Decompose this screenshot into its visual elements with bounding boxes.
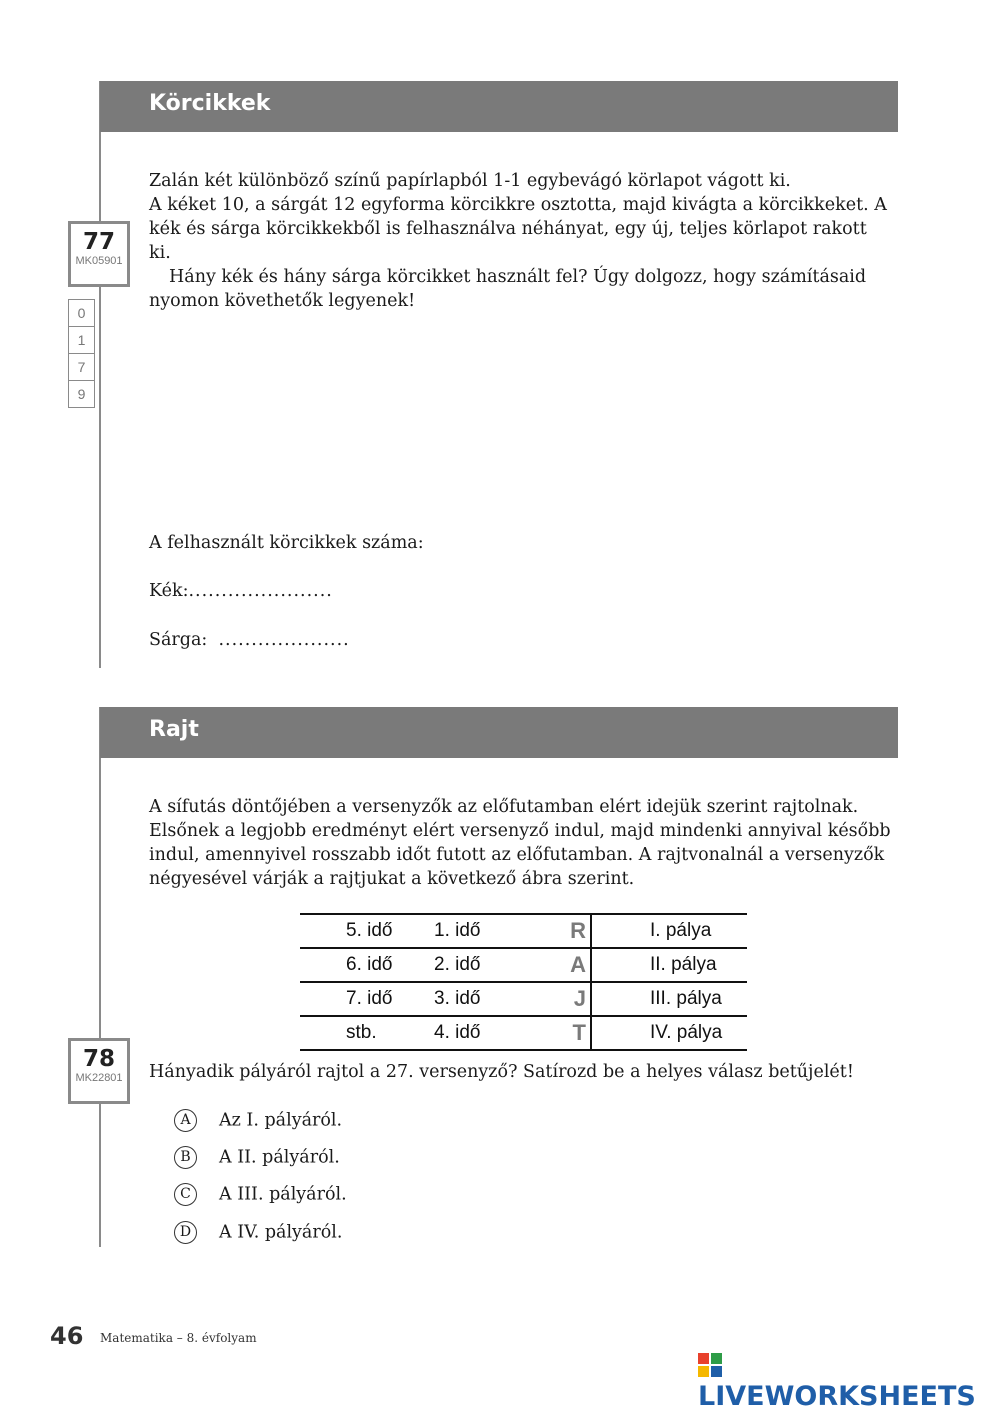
blue-answer-field[interactable]: ...................... — [188, 581, 333, 601]
option-text: A II. pályáról. — [219, 1147, 340, 1168]
section2-question: Hányadik pályáról rajtol a 27. versenyző? Satírozd be a helyes válasz betűjelét! — [149, 1062, 854, 1082]
brand-text: LIVEWORKSHEETS — [698, 1381, 976, 1412]
option-a[interactable] — [174, 1107, 342, 1133]
score-cell[interactable]: 9 — [77, 386, 86, 402]
task-number: 78 — [82, 1046, 115, 1072]
problem-line: Zalán két különböző színű papírlapból 1-1 egybevágó körlapot vágott ki. — [149, 171, 791, 191]
lane-label: IV. pálya — [591, 1016, 747, 1050]
start-letter: A — [544, 948, 591, 982]
option-b-circle[interactable]: B — [174, 1146, 197, 1169]
start-letter: J — [544, 982, 591, 1016]
option-c[interactable] — [174, 1181, 347, 1207]
problem-paragraph: A sífutás döntőjében a versenyzők az előfutamban elért idejük szerint rajtolnak. Elsőnek a legjobb eredményt elért versenyző indul, majd mindenki annyival később indul, amennyivel rosszabb időt futott az előfutamban. A rajtvonalnál a versenyzők négyesével várják a rajtjukat a következő ábra szerint. — [149, 797, 891, 889]
section1-title: Körcikkek — [149, 91, 271, 116]
score-box — [68, 299, 95, 408]
problem-question: Hány kék és hány sárga körcikket használt fel? Úgy dolgozz, hogy számításaid nyomon követhetők legyenek! — [149, 267, 867, 311]
start-letter: T — [544, 1016, 591, 1050]
section1-header — [100, 81, 898, 132]
table-row — [300, 948, 747, 982]
start-letter: R — [544, 914, 591, 948]
liveworksheets-logo-icon — [698, 1353, 722, 1377]
table-cell: 1. idő — [434, 914, 544, 948]
option-text: Az I. pályáról. — [219, 1110, 343, 1131]
start-grid-table — [300, 913, 747, 1051]
task-code: MK22801 — [75, 1072, 123, 1084]
blue-label: Kék: — [149, 581, 189, 601]
score-cell[interactable]: 1 — [69, 327, 94, 354]
task-77-box — [68, 221, 130, 287]
table-cell: stb. — [300, 1016, 434, 1050]
task-78-box — [68, 1038, 130, 1104]
lane-label: I. pálya — [591, 914, 747, 948]
table-row — [300, 1016, 747, 1050]
footer-subject: Matematika – 8. évfolyam — [100, 1331, 257, 1345]
table-row — [300, 982, 747, 1016]
score-cell[interactable]: 7 — [69, 354, 94, 381]
lane-label: II. pálya — [591, 948, 747, 982]
section2-problem-text — [149, 795, 894, 891]
option-c-circle[interactable]: C — [174, 1183, 197, 1206]
task-number: 77 — [82, 229, 115, 255]
table-cell: 5. idő — [300, 914, 434, 948]
problem-line: A kéket 10, a sárgát 12 egyforma körcikkre osztotta, majd kivágta a körcikkeket. A kék és sárga körcikkekből is felhasználva néhányat, egy új, teljes körlapot rakott ki. — [149, 195, 887, 263]
option-a-circle[interactable]: A — [174, 1109, 197, 1132]
page-number: 46 — [50, 1322, 84, 1350]
blue-answer-line — [149, 579, 333, 603]
score-cell[interactable]: 0 — [69, 300, 94, 327]
table-cell: 4. idő — [434, 1016, 544, 1050]
option-text: A IV. pályáról. — [219, 1222, 343, 1243]
section2-header — [100, 707, 898, 758]
yellow-answer-line — [149, 628, 350, 652]
option-text: A III. pályáról. — [219, 1184, 347, 1205]
section2-margin-line — [99, 707, 101, 1247]
option-b[interactable] — [174, 1144, 340, 1170]
table-cell: 2. idő — [434, 948, 544, 982]
liveworksheets-brand[interactable] — [698, 1352, 1000, 1412]
section1-problem-text — [149, 169, 894, 313]
table-row — [300, 914, 747, 948]
table-cell: 6. idő — [300, 948, 434, 982]
yellow-label: Sárga: — [149, 630, 208, 650]
section1-margin-line — [99, 81, 101, 668]
lane-label: III. pálya — [591, 982, 747, 1016]
option-d[interactable] — [174, 1219, 342, 1245]
answer-intro: A felhasznált körcikkek száma: — [149, 533, 424, 553]
section2-title: Rajt — [149, 717, 199, 742]
table-cell: 3. idő — [434, 982, 544, 1016]
task-code: MK05901 — [75, 255, 123, 267]
yellow-answer-field[interactable]: .................... — [218, 630, 350, 650]
option-d-circle[interactable]: D — [174, 1221, 197, 1244]
table-cell: 7. idő — [300, 982, 434, 1016]
